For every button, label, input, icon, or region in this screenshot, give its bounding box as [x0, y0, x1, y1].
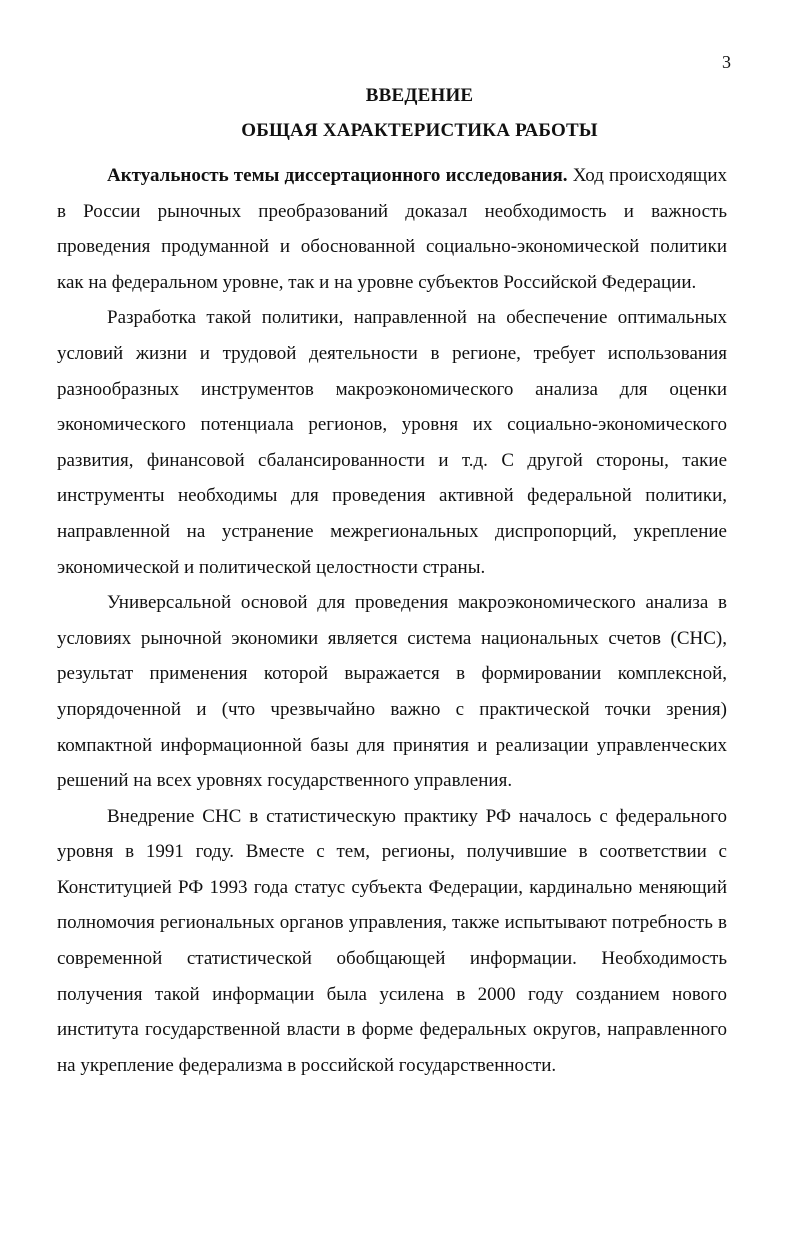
body-text [57, 158, 727, 1083]
paragraph-lead: Актуальность темы диссертационного исследования. [107, 165, 568, 186]
paragraph-sna-basis: Универсальной основой для проведения макроэкономического анализа в условиях рыночной экономики является система национальных счетов (СНС), результат применения которой выражается в формировании комплексной, упорядоченной и (что чрезвычайно важно с практической точки зрения) компактной информационной базы для принятия и реализации управленческих решений на всех уровнях государственного управления. [57, 592, 727, 792]
paragraph-sna-implementation: Внедрение СНС в статистическую практику РФ началось с федерального уровня в 1991 году. Вместе с тем, регионы, получившие в соответствии с Конституцией РФ 1993 года статус субъекта Федерации, кардинально меняющий полномочия региональных органов управления, также испытывают потребность в современной статистической обобщающей информации. Необходимость получения такой информации была усилена в 2000 году созданием нового института государственной власти в форме федеральных округов, направленного на укрепление федерализма в российской государственности. [57, 805, 727, 1076]
paragraph-relevance [57, 158, 727, 300]
page-number: 3 [722, 52, 731, 72]
paragraph-policy-development: Разработка такой политики, направленной на обеспечение оптимальных условий жизни и трудовой деятельности в регионе, требует использования разнообразных инструментов макроэкономического анализа для оценки экономического потенциала регионов, уровня их социально-экономического развития, финансовой сбалансированности и т.д. С другой стороны, такие инструменты необходимы для проведения активной федеральной политики, направленной на устранение межрегиональных диспропорций, укрепление экономической и политической целостности страны. [57, 307, 727, 578]
section-subtitle: ОБЩАЯ ХАРАКТЕРИСТИКА РАБОТЫ [241, 120, 598, 141]
paragraph-text: Ход происходящих в России рыночных преобразований доказал необходимость и важность проведения продуманной и обоснованной социально-экономической политики как на федеральном уровне, так и на уровне субъектов Российской Федерации. [57, 165, 727, 293]
section-title: ВВЕДЕНИЕ [365, 85, 474, 106]
